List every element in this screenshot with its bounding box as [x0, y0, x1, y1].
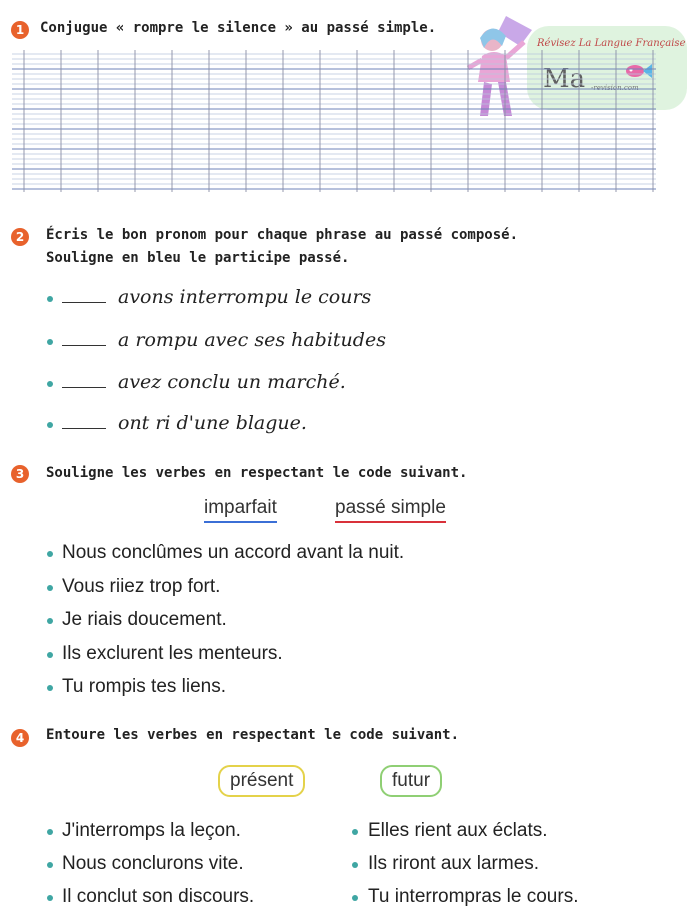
- ex2-blank[interactable]: [62, 302, 106, 303]
- ex4-sentence: Il conclut son discours.: [62, 886, 255, 907]
- code-passe-simple: passé simple: [335, 497, 446, 523]
- ex2-item: avons interrompu le cours: [118, 286, 372, 308]
- code-imparfait: imparfait: [204, 497, 277, 523]
- ex2-blank[interactable]: [62, 345, 106, 346]
- exercise-4-instruction: Entoure les verbes en respectant le code suivant.: [46, 727, 460, 743]
- ex3-bullet: [47, 551, 53, 557]
- ex3-bullet: [47, 652, 53, 658]
- ex2-item: ont ri d'une blague.: [118, 412, 307, 434]
- ex4-bullet: [352, 895, 358, 901]
- exercise-2-instruction-line2: Souligne en bleu le participe passé.: [46, 250, 350, 266]
- ex4-sentence: Ils riront aux larmes.: [368, 853, 540, 874]
- ex3-sentence: Nous conclûmes un accord avant la nuit.: [62, 542, 405, 563]
- ex3-sentence: Je riais doucement.: [62, 609, 227, 630]
- ex3-bullet: [47, 618, 53, 624]
- ex4-sentence: J'interromps la leçon.: [62, 820, 241, 841]
- ex4-bullet: [47, 895, 53, 901]
- ex4-sentence: Elles rient aux éclats.: [368, 820, 548, 841]
- ex4-bullet: [47, 862, 53, 868]
- logo-tagline: Révisez La Langue Française: [537, 38, 686, 49]
- ex3-sentence: Ils exclurent les menteurs.: [62, 643, 283, 664]
- ex4-bullet: [352, 829, 358, 835]
- ex2-item: avez conclu un marché.: [118, 371, 346, 393]
- exercise-4-number-badge: 4: [11, 729, 29, 747]
- exercise-1-number-badge: 1: [11, 21, 29, 39]
- ex3-bullet: [47, 685, 53, 691]
- ex2-blank[interactable]: [62, 428, 106, 429]
- ex3-sentence: Tu rompis tes liens.: [62, 676, 227, 697]
- ex4-bullet: [47, 829, 53, 835]
- ex4-sentence: Tu interrompras le cours.: [368, 886, 579, 907]
- ex4-bullet: [352, 862, 358, 868]
- code-present: présent: [218, 765, 305, 797]
- writing-grid: [12, 50, 656, 192]
- ex2-bullet: [47, 381, 53, 387]
- ex3-sentence: Vous riiez trop fort.: [62, 576, 221, 597]
- exercise-2-instruction-line1: Écris le bon pronom pour chaque phrase au passé composé.: [46, 227, 519, 243]
- logo-domain: -revision.com: [591, 84, 639, 92]
- exercise-3-instruction: Souligne les verbes en respectant le code suivant.: [46, 465, 468, 481]
- ex2-bullet: [47, 422, 53, 428]
- ex2-blank[interactable]: [62, 387, 106, 388]
- exercise-3-number-badge: 3: [11, 465, 29, 483]
- exercise-1-instruction: Conjugue « rompre le silence » au passé simple.: [40, 20, 437, 36]
- logo-ma-text: Ma: [543, 64, 586, 94]
- ex2-bullet: [47, 339, 53, 345]
- ex2-item: a rompu avec ses habitudes: [118, 329, 386, 351]
- ex3-bullet: [47, 585, 53, 591]
- ex4-sentence: Nous conclurons vite.: [62, 853, 244, 874]
- code-futur: futur: [380, 765, 442, 797]
- exercise-2-number-badge: 2: [11, 228, 29, 246]
- ex2-bullet: [47, 296, 53, 302]
